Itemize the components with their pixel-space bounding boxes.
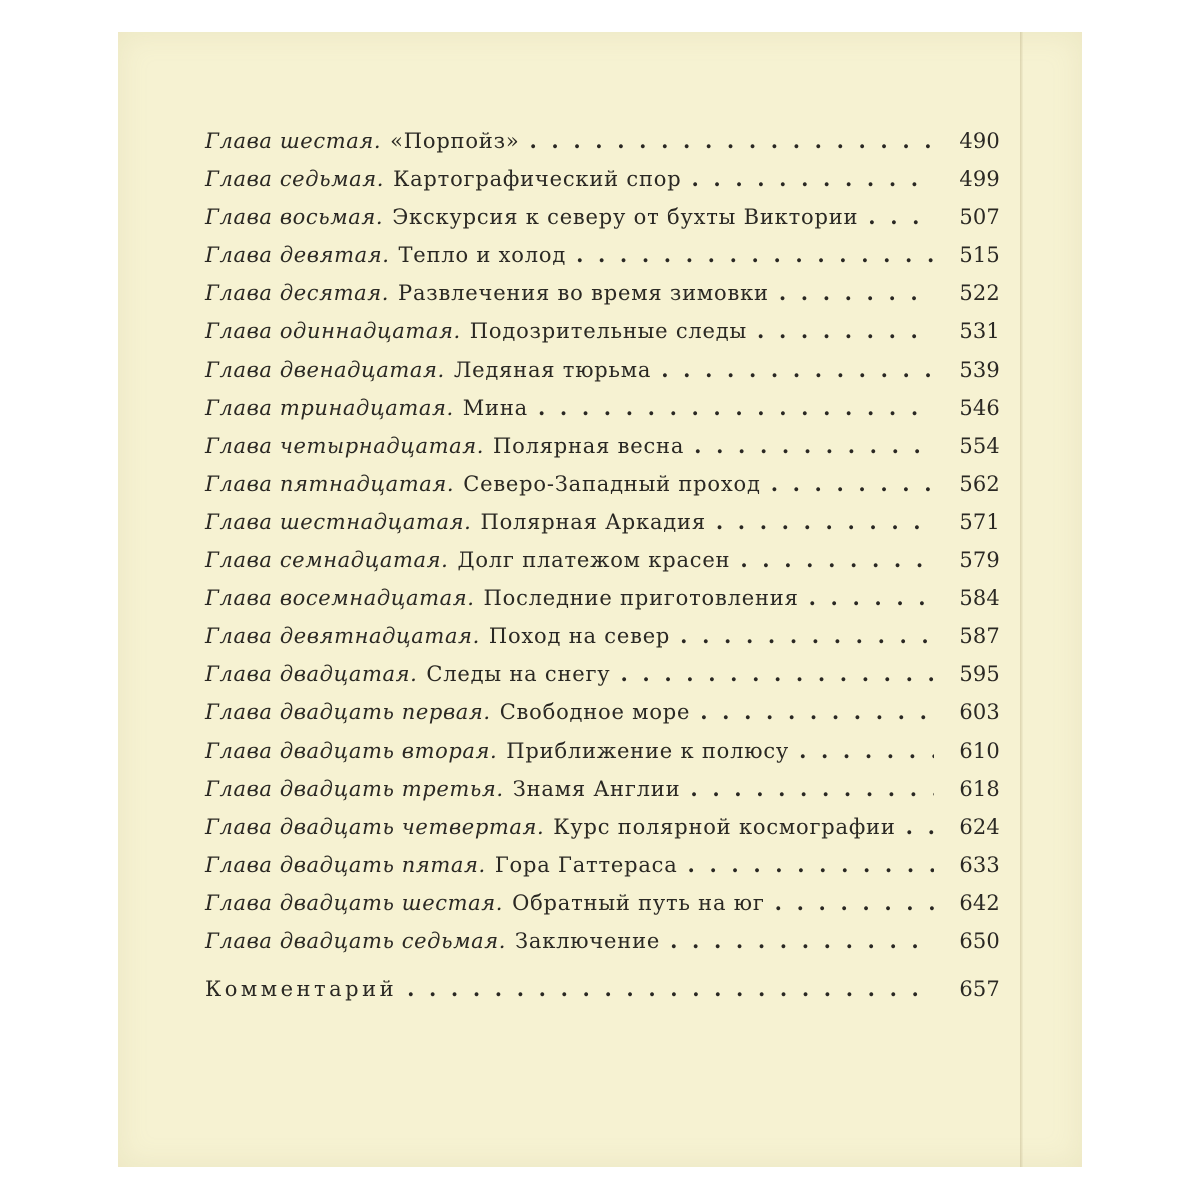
- dot-leader: [538, 395, 934, 420]
- page-number: 515: [959, 243, 1000, 268]
- page-number: 539: [959, 357, 1000, 382]
- toc-entry: [205, 128, 1000, 166]
- page-number: 546: [959, 395, 1000, 420]
- page-number: 531: [959, 319, 1000, 344]
- chapter-number: Глава пятнадцатая.: [205, 471, 455, 496]
- toc-entry: [205, 166, 1000, 204]
- dot-leader: [700, 699, 934, 724]
- toc-entry: [205, 852, 1000, 890]
- toc-entry: [205, 661, 1000, 699]
- chapter-title: Приближение к полюсу: [506, 738, 790, 763]
- chapter-number: Глава шестая.: [205, 129, 382, 153]
- chapter-number: Глава двадцать третья.: [205, 776, 504, 801]
- chapter-title: Развлечения во время зимовки: [398, 281, 769, 306]
- chapter-number: Глава девятая.: [205, 243, 390, 268]
- dot-leader: [775, 890, 934, 915]
- page-number: 618: [959, 776, 1000, 801]
- toc-entry-commentary: [205, 976, 1000, 1014]
- dot-leader: [757, 318, 934, 343]
- chapter-number: Глава тринадцатая.: [205, 395, 454, 420]
- toc-entry: [205, 357, 1000, 395]
- chapter-title: Знамя Англии: [512, 776, 681, 801]
- dot-leader: [688, 852, 934, 877]
- chapter-title: Тепло и холод: [398, 243, 567, 268]
- page-number: 657: [959, 977, 1000, 1002]
- toc-entry: [205, 204, 1000, 242]
- chapter-title: Северо-Западный проход: [463, 471, 761, 496]
- chapter-title: Долг платежом красен: [457, 548, 731, 573]
- page-number: 624: [959, 814, 1000, 839]
- page-number: 579: [959, 548, 1000, 573]
- chapter-title: Курс полярной космографии: [553, 814, 896, 839]
- page-number: 499: [959, 167, 1000, 192]
- chapter-number: Глава двадцать седьмая.: [205, 928, 507, 953]
- chapter-number: Глава десятая.: [205, 281, 390, 306]
- toc-entry: [205, 928, 1000, 966]
- chapter-number: Глава двадцать шестая.: [205, 890, 504, 915]
- toc-entry: [205, 242, 1000, 280]
- dot-leader: [694, 433, 934, 458]
- dot-leader: [771, 471, 934, 496]
- dot-leader: [691, 166, 934, 191]
- dot-leader: [576, 242, 934, 267]
- dot-leader: [799, 738, 934, 763]
- dot-leader: [530, 128, 935, 153]
- toc-entry: [205, 280, 1000, 318]
- toc-entry: [205, 699, 1000, 737]
- dot-leader: [779, 280, 934, 305]
- chapter-title: Последние приготовления: [483, 586, 799, 611]
- commentary-title: Комментарий: [205, 977, 398, 1002]
- toc-entry: [205, 814, 1000, 852]
- toc-entry: [205, 623, 1000, 661]
- dot-leader: [868, 204, 934, 229]
- chapter-number: Глава седьмая.: [205, 167, 385, 192]
- dot-leader: [906, 814, 934, 839]
- chapter-title: Подозрительные следы: [469, 319, 748, 344]
- chapter-number: Глава двадцатая.: [205, 662, 418, 687]
- dot-leader: [620, 661, 934, 686]
- dot-leader: [670, 928, 934, 953]
- chapter-number: Глава двадцать вторая.: [205, 738, 498, 763]
- dot-leader: [690, 776, 934, 801]
- chapter-title: Поход на север: [488, 624, 671, 649]
- toc-entry: [205, 509, 1000, 547]
- chapter-number: Глава четырнадцатая.: [205, 433, 485, 458]
- page-number: 522: [959, 281, 1000, 306]
- page-number: 490: [959, 129, 1000, 153]
- chapter-title: «Порпойз»: [390, 129, 520, 153]
- page-number: 554: [959, 433, 1000, 458]
- page-number: 507: [959, 205, 1000, 230]
- toc-entry: [205, 433, 1000, 471]
- chapter-title: Полярная Аркадия: [480, 509, 706, 534]
- chapter-title: Обратный путь на юг: [512, 890, 765, 915]
- page-number: 633: [959, 852, 1000, 877]
- chapter-title: Полярная весна: [493, 433, 685, 458]
- chapter-title: Свободное море: [499, 700, 691, 725]
- dot-leader: [661, 357, 934, 382]
- toc-entry: [205, 585, 1000, 623]
- toc-entry: [205, 738, 1000, 776]
- page-number: 584: [959, 586, 1000, 611]
- chapter-title: Картографический спор: [393, 167, 682, 192]
- page-number: 610: [959, 738, 1000, 763]
- dot-leader: [407, 976, 934, 1001]
- chapter-number: Глава двадцать пятая.: [205, 852, 486, 877]
- toc-entry: [205, 890, 1000, 928]
- toc-entry: [205, 547, 1000, 585]
- page-number: 571: [959, 509, 1000, 534]
- dot-leader: [716, 509, 934, 534]
- page-number: 650: [959, 928, 1000, 953]
- chapter-number: Глава двадцать четвертая.: [205, 814, 545, 839]
- chapter-number: Глава одиннадцатая.: [205, 319, 461, 344]
- chapter-number: Глава двадцать первая.: [205, 700, 491, 725]
- toc-entry: [205, 471, 1000, 509]
- chapter-title: Заключение: [515, 928, 661, 953]
- chapter-number: Глава семнадцатая.: [205, 548, 449, 573]
- chapter-title: Гора Гаттераса: [494, 852, 678, 877]
- chapter-number: Глава шестнадцатая.: [205, 509, 472, 534]
- page-number: 603: [959, 700, 1000, 725]
- toc-entry: [205, 318, 1000, 356]
- chapter-number: Глава двенадцатая.: [205, 357, 445, 382]
- table-of-contents: [205, 128, 1000, 1014]
- page-number: 595: [959, 662, 1000, 687]
- chapter-number: Глава восьмая.: [205, 205, 384, 230]
- toc-entry: [205, 395, 1000, 433]
- toc-entry: [205, 776, 1000, 814]
- page-number: 562: [959, 471, 1000, 496]
- chapter-title: Экскурсия к северу от бухты Виктории: [392, 205, 859, 230]
- chapter-title: Мина: [462, 395, 528, 420]
- chapter-title: Ледяная тюрьма: [453, 357, 652, 382]
- dot-leader: [809, 585, 934, 610]
- chapter-number: Глава девятнадцатая.: [205, 624, 480, 649]
- page-number: 587: [959, 624, 1000, 649]
- page-fold-shadow: [1020, 32, 1023, 1167]
- chapter-title: Следы на снегу: [426, 662, 611, 687]
- page-number: 642: [959, 890, 1000, 915]
- dot-leader: [740, 547, 934, 572]
- dot-leader: [680, 623, 934, 648]
- chapter-number: Глава восемнадцатая.: [205, 586, 475, 611]
